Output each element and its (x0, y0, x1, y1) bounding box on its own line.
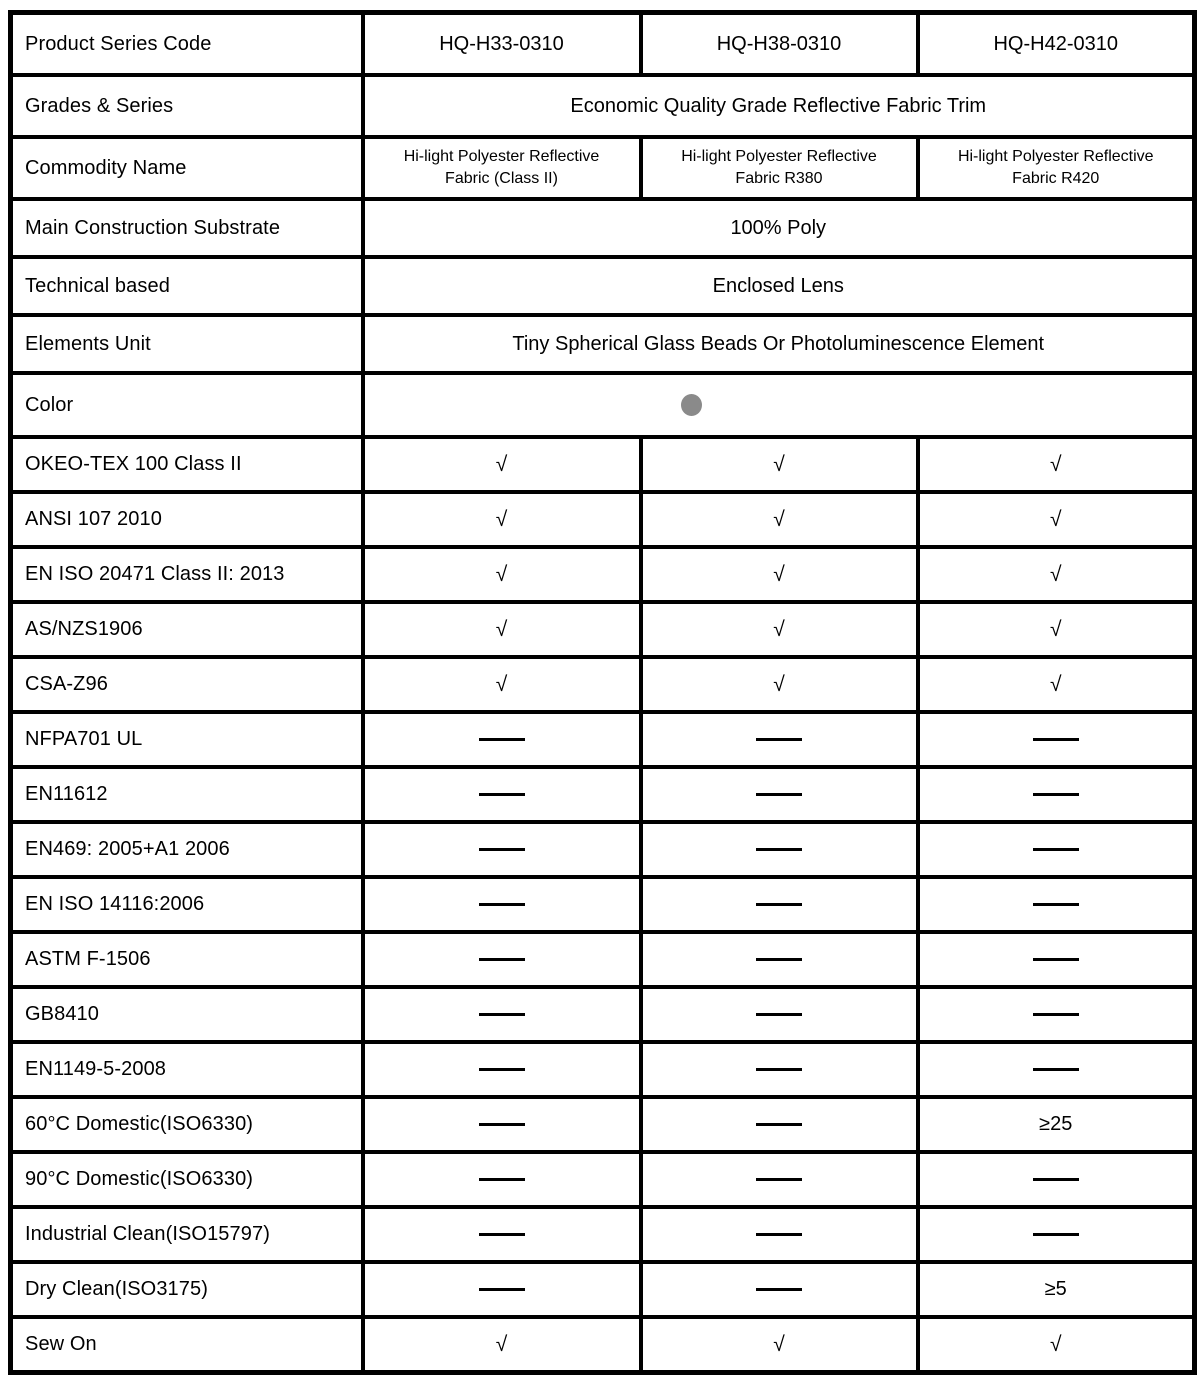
table-row (11, 199, 1195, 257)
check-cell: √ (363, 492, 641, 547)
row-label: OKEO-TEX 100 Class II (11, 437, 363, 492)
row-label: Grades & Series (11, 75, 363, 137)
dash-cell (641, 767, 918, 822)
dash-cell (641, 822, 918, 877)
dash-cell (363, 987, 641, 1042)
check-cell: √ (918, 437, 1195, 492)
dash-cell (641, 877, 918, 932)
check-cell: √ (641, 602, 918, 657)
dash-cell (363, 877, 641, 932)
table-row (11, 13, 1195, 76)
dash-cell (641, 712, 918, 767)
table-row (11, 767, 1195, 822)
dash-line-icon (756, 738, 802, 741)
value-cell: Hi-light Polyester Reflective Fabric R380 (641, 137, 918, 199)
row-label: 90°C Domestic(ISO6330) (11, 1152, 363, 1207)
table-row (11, 373, 1195, 437)
row-label: EN1149-5-2008 (11, 1042, 363, 1097)
row-label: Elements Unit (11, 315, 363, 373)
table-row (11, 492, 1195, 547)
dash-cell (918, 767, 1195, 822)
check-cell: √ (363, 437, 641, 492)
check-cell: √ (641, 437, 918, 492)
table-row (11, 657, 1195, 712)
value-cell: ≥5 (918, 1262, 1195, 1317)
dash-cell (363, 1042, 641, 1097)
table-row (11, 932, 1195, 987)
value-cell: HQ-H38-0310 (641, 13, 918, 76)
table-row (11, 137, 1195, 199)
table-row (11, 75, 1195, 137)
dash-line-icon (479, 958, 525, 961)
table-row (11, 987, 1195, 1042)
row-label: Product Series Code (11, 13, 363, 76)
dash-cell (918, 822, 1195, 877)
dash-line-icon (479, 903, 525, 906)
dash-line-icon (1033, 903, 1079, 906)
row-label: EN469: 2005+A1 2006 (11, 822, 363, 877)
dash-cell (363, 767, 641, 822)
dash-cell (363, 932, 641, 987)
row-label: Technical based (11, 257, 363, 315)
dash-line-icon (756, 1068, 802, 1071)
dash-line-icon (756, 958, 802, 961)
table-row (11, 1042, 1195, 1097)
dash-line-icon (479, 1233, 525, 1236)
check-cell: √ (641, 547, 918, 602)
row-label: 60°C Domestic(ISO6330) (11, 1097, 363, 1152)
dash-line-icon (479, 1178, 525, 1181)
check-cell: √ (641, 657, 918, 712)
dash-line-icon (479, 1068, 525, 1071)
dash-cell (918, 932, 1195, 987)
check-cell: √ (363, 602, 641, 657)
check-cell: √ (918, 547, 1195, 602)
dash-line-icon (1033, 958, 1079, 961)
row-label: AS/NZS1906 (11, 602, 363, 657)
check-cell: √ (363, 547, 641, 602)
dash-line-icon (479, 1288, 525, 1291)
table-row (11, 602, 1195, 657)
span-value-cell: Tiny Spherical Glass Beads Or Photoluminescence Element (363, 315, 1195, 373)
row-label: Color (11, 373, 363, 437)
row-label: Commodity Name (11, 137, 363, 199)
dash-line-icon (756, 1288, 802, 1291)
dash-line-icon (756, 1013, 802, 1016)
dash-cell (363, 1097, 641, 1152)
span-value-cell: Economic Quality Grade Reflective Fabric Trim (363, 75, 1195, 137)
dash-cell (918, 987, 1195, 1042)
spec-table-body (11, 13, 1195, 1373)
dash-line-icon (1033, 738, 1079, 741)
dash-line-icon (1033, 1068, 1079, 1071)
dash-cell (363, 822, 641, 877)
table-row (11, 712, 1195, 767)
row-label: EN ISO 14116:2006 (11, 877, 363, 932)
dash-cell (641, 1042, 918, 1097)
dash-cell (918, 1152, 1195, 1207)
dash-cell (918, 1042, 1195, 1097)
table-row (11, 1262, 1195, 1317)
dash-cell (641, 932, 918, 987)
table-row (11, 1207, 1195, 1262)
row-label: NFPA701 UL (11, 712, 363, 767)
table-row (11, 437, 1195, 492)
dash-line-icon (1033, 1013, 1079, 1016)
table-row (11, 257, 1195, 315)
dash-cell (641, 1097, 918, 1152)
dash-line-icon (479, 1013, 525, 1016)
dash-cell (641, 987, 918, 1042)
check-cell: √ (363, 1317, 641, 1373)
span-value-cell: 100% Poly (363, 199, 1195, 257)
dash-cell (363, 1152, 641, 1207)
table-row (11, 877, 1195, 932)
dash-line-icon (1033, 793, 1079, 796)
value-cell: Hi-light Polyester Reflective Fabric R420 (918, 137, 1195, 199)
check-cell: √ (641, 1317, 918, 1373)
row-label: EN ISO 20471 Class II: 2013 (11, 547, 363, 602)
row-label: Main Construction Substrate (11, 199, 363, 257)
dash-cell (363, 1207, 641, 1262)
check-cell: √ (918, 492, 1195, 547)
dash-line-icon (756, 793, 802, 796)
dash-line-icon (479, 848, 525, 851)
color-dot-icon (681, 394, 702, 416)
spec-table (8, 10, 1197, 1375)
dash-line-icon (1033, 848, 1079, 851)
dash-cell (918, 1207, 1195, 1262)
table-row (11, 822, 1195, 877)
dash-line-icon (1033, 1233, 1079, 1236)
check-cell: √ (641, 492, 918, 547)
dash-line-icon (756, 903, 802, 906)
dash-line-icon (756, 848, 802, 851)
color-swatch-cell (363, 373, 1195, 437)
dash-cell (363, 712, 641, 767)
table-row (11, 315, 1195, 373)
row-label: CSA-Z96 (11, 657, 363, 712)
row-label: ANSI 107 2010 (11, 492, 363, 547)
dash-line-icon (756, 1123, 802, 1126)
dash-line-icon (479, 738, 525, 741)
row-label: Industrial Clean(ISO15797) (11, 1207, 363, 1262)
table-row (11, 1152, 1195, 1207)
row-label: EN11612 (11, 767, 363, 822)
dash-cell (641, 1262, 918, 1317)
dash-cell (363, 1262, 641, 1317)
dash-line-icon (479, 1123, 525, 1126)
span-value-cell: Enclosed Lens (363, 257, 1195, 315)
row-label: Sew On (11, 1317, 363, 1373)
value-cell: HQ-H42-0310 (918, 13, 1195, 76)
check-cell: √ (918, 1317, 1195, 1373)
table-row (11, 547, 1195, 602)
table-row (11, 1097, 1195, 1152)
value-cell: HQ-H33-0310 (363, 13, 641, 76)
check-cell: √ (918, 657, 1195, 712)
row-label: Dry Clean(ISO3175) (11, 1262, 363, 1317)
check-cell: √ (363, 657, 641, 712)
dash-cell (918, 877, 1195, 932)
dash-cell (641, 1152, 918, 1207)
dash-cell (641, 1207, 918, 1262)
dash-line-icon (756, 1178, 802, 1181)
value-cell: ≥25 (918, 1097, 1195, 1152)
dash-cell (918, 712, 1195, 767)
value-cell: Hi-light Polyester Reflective Fabric (Class II) (363, 137, 641, 199)
dash-line-icon (1033, 1178, 1079, 1181)
check-cell: √ (918, 602, 1195, 657)
table-row (11, 1317, 1195, 1373)
dash-line-icon (756, 1233, 802, 1236)
row-label: ASTM F-1506 (11, 932, 363, 987)
dash-line-icon (479, 793, 525, 796)
row-label: GB8410 (11, 987, 363, 1042)
